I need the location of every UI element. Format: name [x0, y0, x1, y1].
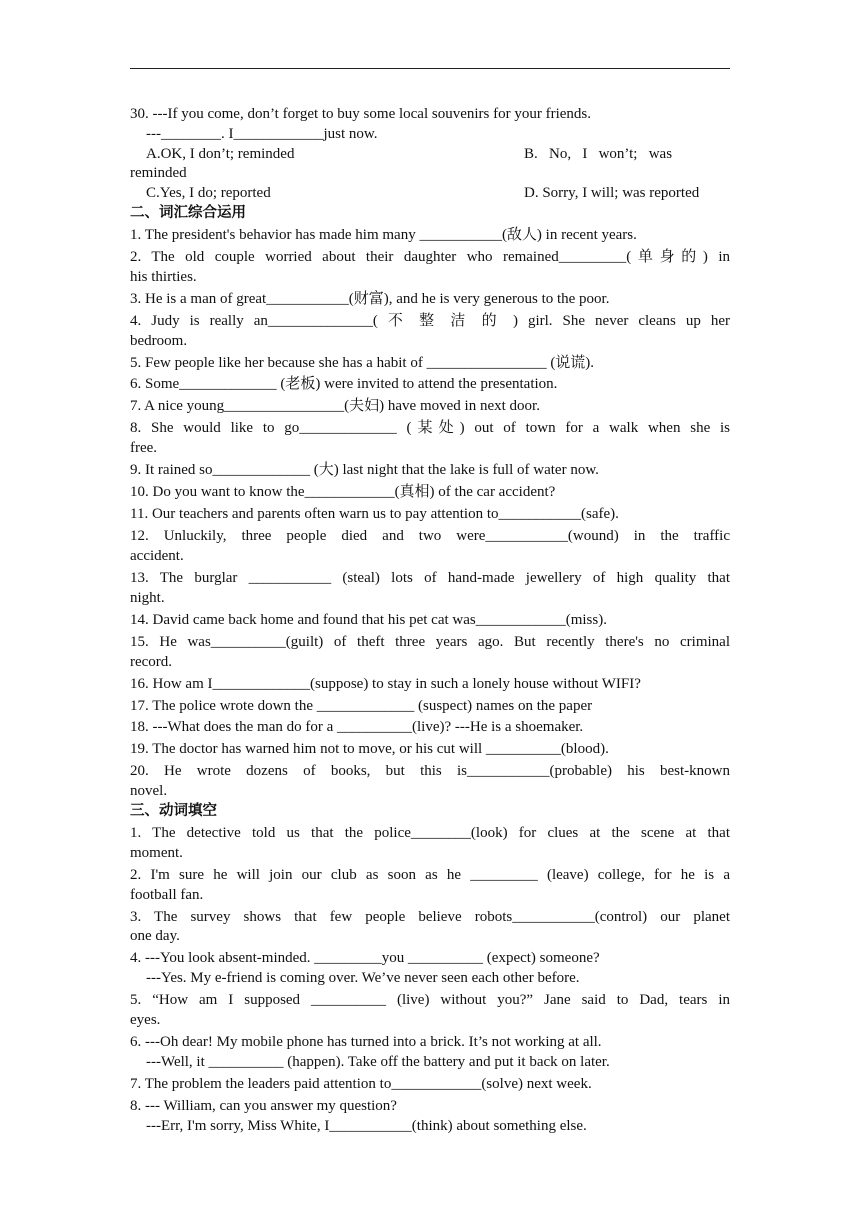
- verb-item-5: [130, 991, 730, 1031]
- vocab-item-11-text: 11. Our teachers and parents often warn us to pay attention to___________(safe).: [130, 506, 619, 523]
- vocab-item-15-text: 15. He was__________(guilt) of theft three years ago. But recently there's no criminal: [130, 633, 730, 650]
- section-3-heading: 三、动词填空: [130, 803, 217, 820]
- verb-item-4-text: 4. ---You look absent-minded. _________you __________ (expect) someone?: [130, 950, 600, 967]
- header-rule: [130, 68, 730, 69]
- vocab-item-1-text: 1. The president's behavior has made him many ___________(敌人) in recent years.: [130, 226, 637, 243]
- vocab-item-8-continued: free.: [130, 440, 158, 457]
- vocab-item-19: [130, 740, 730, 760]
- question-30-reply: ---________. I____________just now.: [146, 125, 378, 142]
- vocab-item-20: [130, 762, 730, 802]
- question-30: [130, 105, 730, 204]
- choices-row-1: [130, 145, 730, 165]
- vocab-item-20-text: 20. He wrote dozens of books, but this is___________(probable) his best-known: [130, 763, 730, 780]
- vocab-item-13-text: 13. The burglar ___________ (steal) lots of hand-made jewellery of high quality that: [130, 569, 730, 586]
- vocab-item-16: [130, 675, 730, 695]
- vocab-item-18-text: 18. ---What does the man do for a __________(live)? ---He is a shoemaker.: [130, 719, 584, 736]
- verb-item-7: [130, 1075, 730, 1095]
- verb-item-1-continued: moment.: [130, 844, 183, 861]
- option-a: A.OK, I don’t; reminded: [146, 145, 295, 162]
- vocab-item-4: [130, 312, 730, 352]
- verb-item-7-text: 7. The problem the leaders paid attention to____________(solve) next week.: [130, 1075, 592, 1092]
- verb-item-1: [130, 824, 730, 864]
- verb-item-2: [130, 866, 730, 906]
- vocab-item-5-text: 5. Few people like her because she has a habit of ________________ (说谎).: [130, 354, 595, 371]
- verb-item-3-text: 3. The survey shows that few people believe robots___________(control) our planet: [130, 908, 730, 925]
- verb-item-5-continued: eyes.: [130, 1011, 161, 1028]
- question-30-stem: 30. ---If you come, don’t forget to buy some local souvenirs for your friends.: [130, 106, 592, 122]
- vocab-item-10-text: 10. Do you want to know the____________(真相) of the car accident?: [130, 484, 556, 501]
- verb-item-6: [130, 1033, 730, 1073]
- verb-item-3-continued: one day.: [130, 928, 180, 945]
- section-3-items: [130, 824, 730, 1136]
- vocab-item-3: [130, 290, 730, 310]
- vocab-item-7-text: 7. A nice young________________(夫妇) have moved in next door.: [130, 398, 540, 415]
- vocab-item-19-text: 19. The doctor has warned him not to move, or his cut will __________(blood).: [130, 741, 609, 758]
- vocab-item-10: [130, 483, 730, 503]
- vocab-item-13-continued: night.: [130, 589, 165, 606]
- vocab-item-14: [130, 611, 730, 631]
- vocab-item-15: [130, 633, 730, 673]
- vocab-item-12-continued: accident.: [130, 547, 184, 564]
- vocab-item-2: [130, 248, 730, 288]
- vocab-item-9-text: 9. It rained so_____________ (大) last night that the lake is full of water now.: [130, 462, 599, 479]
- vocab-item-8-text: 8. She would like to go_____________ (某处) out of town for a walk when she is: [130, 420, 730, 437]
- section-2-heading: 二、词汇综合运用: [130, 204, 246, 221]
- choices-row-2: [130, 184, 730, 204]
- verb-item-2-continued: football fan.: [130, 886, 204, 903]
- verb-item-4-reply: ---Yes. My e-friend is coming over. We’ve never seen each other before.: [146, 970, 580, 987]
- section-2-items: [130, 226, 730, 802]
- vocab-item-17-text: 17. The police wrote down the _____________ (suspect) names on the paper: [130, 697, 593, 714]
- verb-item-8: [130, 1097, 730, 1137]
- vocab-item-15-continued: record.: [130, 653, 173, 670]
- vocab-item-16-text: 16. How am I_____________(suppose) to stay in such a lonely house without WIFI?: [130, 675, 641, 692]
- vocab-item-18: [130, 718, 730, 738]
- vocab-item-14-text: 14. David came back home and found that his pet cat was____________(miss).: [130, 611, 607, 628]
- verb-item-1-text: 1. The detective told us that the police________(look) for clues at the scene at that: [130, 825, 730, 842]
- verb-item-3: [130, 908, 730, 948]
- vocab-item-9: [130, 461, 730, 481]
- vocab-item-2-continued: his thirties.: [130, 268, 197, 285]
- vocab-item-5: [130, 354, 730, 374]
- vocab-item-8: [130, 419, 730, 459]
- verb-item-4: [130, 949, 730, 989]
- vocab-item-12: [130, 527, 730, 567]
- vocab-item-12-text: 12. Unluckily, three people died and two were___________(wound) in the traffic: [130, 528, 730, 545]
- vocab-item-1: [130, 226, 730, 246]
- vocab-item-3-text: 3. He is a man of great___________(财富), and he is very generous to the poor.: [130, 290, 610, 307]
- vocab-item-2-text: 2. The old couple worried about their daughter who remained_________(单身的) in: [130, 248, 730, 265]
- vocab-item-7: [130, 397, 730, 417]
- verb-item-8-text: 8. --- William, can you answer my question?: [130, 1097, 397, 1114]
- option-c: C.Yes, I do; reported: [146, 185, 271, 202]
- verb-item-6-reply: ---Well, it __________ (happen). Take off the battery and put it back on later.: [146, 1053, 610, 1070]
- verb-item-5-text: 5. “How am I supposed __________ (live) without you?” Jane said to Dad, tears in: [130, 992, 730, 1009]
- vocab-item-17: [130, 697, 730, 717]
- verb-item-2-text: 2. I'm sure he will join our club as soon as he _________ (leave) college, for he is a: [130, 866, 730, 883]
- vocab-item-20-continued: novel.: [130, 783, 168, 800]
- vocab-item-4-continued: bedroom.: [130, 332, 188, 349]
- verb-item-8-reply: ---Err, I'm sorry, Miss White, I___________(think) about something else.: [146, 1117, 587, 1134]
- option-b-continued: reminded: [130, 165, 187, 182]
- verb-item-6-text: 6. ---Oh dear! My mobile phone has turned into a brick. It’s not working at all.: [130, 1033, 602, 1050]
- vocab-item-11: [130, 505, 730, 525]
- option-d: D. Sorry, I will; was reported: [524, 185, 700, 202]
- vocab-item-6: [130, 375, 730, 395]
- worksheet-content: [130, 105, 730, 1136]
- vocab-item-6-text: 6. Some_____________ (老板) were invited to attend the presentation.: [130, 376, 558, 393]
- vocab-item-4-text: 4. Judy is really an______________( 不 整 洁 的 ) girl. She never cleans up her: [130, 312, 730, 329]
- option-b: B. No, I won’t; was: [524, 145, 673, 162]
- vocab-item-13: [130, 569, 730, 609]
